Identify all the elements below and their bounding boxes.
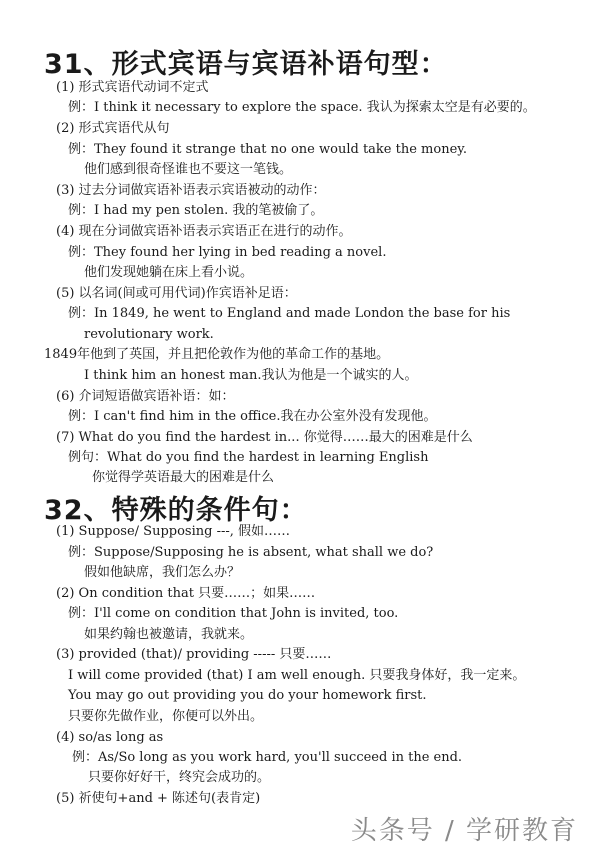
s31-line-4: 例：They found it strange that no one would take the money. <box>68 142 468 157</box>
s31-line-6: (3) 过去分词做宾语补语表示宾语被动的动作： <box>56 183 326 198</box>
s32-line-14: (5) 祈使句+and + 陈述句(表肯定) <box>56 791 261 806</box>
s31-line-9: 例：They found her lying in bed reading a novel. <box>68 245 387 260</box>
s31-line-12: 例：In 1849, he went to England and made London the base for his <box>68 306 511 321</box>
s32-line-8: I will come provided (that) I am well enough. 只要我身体好，我一定来。 <box>68 668 526 683</box>
s31-line-5: 他们感到很奇怪谁也不要这一笔钱。 <box>84 162 293 177</box>
s31-line-2: 例：I think it necessary to explore the space. 我认为探索太空是有必要的。 <box>68 100 536 115</box>
section-31-heading: 31、形式宾语与宾语补语句型： <box>44 49 448 80</box>
s32-line-5: 例：I'll come on condition that John is invited, too. <box>68 606 399 621</box>
s31-line-16: (6) 介词短语做宾语补语：如： <box>56 389 235 404</box>
s31-line-19: 例句：What do you find the hardest in learning English <box>68 450 429 465</box>
section-32-heading: 32、特殊的条件句： <box>44 495 308 526</box>
s31-line-1: (1) 形式宾语代动词不定式 <box>56 80 209 95</box>
s32-line-7: (3) provided (that)/ providing ----- 只要…… <box>56 647 332 662</box>
s31-line-14: 1849年他到了英国，并且把伦敦作为他的革命工作的基地。 <box>44 347 390 362</box>
watermark-text: 头条号 / 学研教育 <box>350 816 578 846</box>
s32-line-4: (2) On condition that 只要……；如果…… <box>56 586 316 601</box>
s31-line-20: 你觉得学英语最大的困难是什么 <box>92 470 275 485</box>
s32-line-6: 如果约翰也被邀请，我就来。 <box>84 627 254 642</box>
s31-line-18: (7) What do you find the hardest in... 你觉得……最大的困难是什么 <box>56 430 473 445</box>
s31-line-17: 例：I can't find him in the office.我在办公室外没有发现他。 <box>68 409 437 424</box>
s31-line-15: I think him an honest man.我认为他是一个诚实的人。 <box>84 368 418 383</box>
s31-line-10: 他们发现她躺在床上看小说。 <box>84 265 254 280</box>
s31-line-11: (5) 以名词(间或可用代词)作宾语补足语： <box>56 286 297 301</box>
s31-line-13: revolutionary work. <box>84 327 214 342</box>
s32-line-1: (1) Suppose/ Supposing ---, 假如…… <box>56 524 291 539</box>
s32-line-10: 只要你先做作业，你便可以外出。 <box>68 709 264 724</box>
s31-line-3: (2) 形式宾语代从句 <box>56 121 170 136</box>
s32-line-13: 只要你好好干，终究会成功的。 <box>88 770 271 785</box>
s32-line-3: 假如他缺席，我们怎么办？ <box>84 565 241 580</box>
s31-line-7: 例：I had my pen stolen. 我的笔被偷了。 <box>68 203 324 218</box>
s32-line-2: 例：Suppose/Supposing he is absent, what shall we do? <box>68 545 434 560</box>
s32-line-9: You may go out providing you do your homework first. <box>68 688 427 703</box>
s32-line-11: (4) so/as long as <box>56 730 164 745</box>
s31-line-8: (4) 现在分词做宾语补语表示宾语正在进行的动作。 <box>56 224 352 239</box>
s32-line-12: 例：As/So long as you work hard, you'll succeed in the end. <box>72 750 463 765</box>
